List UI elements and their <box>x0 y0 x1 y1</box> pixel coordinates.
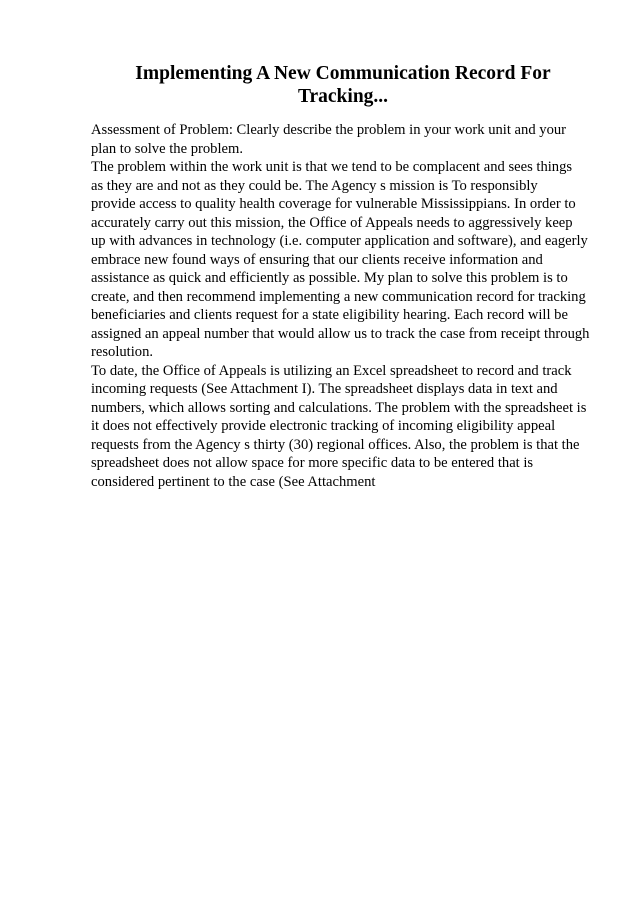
body-line: considered pertinent to the case (See Attachment <box>91 473 376 490</box>
body-line: as they are and not as they could be. The Agency s mission is To responsibly <box>91 177 538 194</box>
body-line: requests from the Agency s thirty (30) regional offices. Also, the problem is that the <box>91 436 580 453</box>
body-line: assigned an appeal number that would allow us to track the case from receipt through <box>91 325 590 342</box>
body-line: provide access to quality health coverage for vulnerable Mississippians. In order to <box>91 196 576 212</box>
body-line: up with advances in technology (i.e. computer application and software), and eagerly <box>91 233 588 249</box>
body-line: create, and then recommend implementing a new communication record for tracking <box>91 288 586 305</box>
body-line: Assessment of Problem: Clearly describe the problem in your work unit and your <box>91 122 567 138</box>
body-line: incoming requests (See Attachment I). The spreadsheet displays data in text and <box>91 381 558 397</box>
body-line: embrace new found ways of ensuring that our clients receive information and <box>91 251 543 268</box>
body-line: assistance as quick and efficiently as possible. My plan to solve this problem is to <box>91 270 568 286</box>
document-title <box>60 62 626 108</box>
body-line: resolution. <box>91 344 154 360</box>
title-line-1: Implementing A New Communication Record For <box>135 63 551 84</box>
body-line: To date, the Office of Appeals is utilizing an Excel spreadsheet to record and track <box>91 362 572 379</box>
body-line: beneficiaries and clients request for a state eligibility hearing. Each record will be <box>91 307 568 323</box>
body-line: The problem within the work unit is that we tend to be complacent and sees things <box>91 159 573 175</box>
body-line: it does not effectively provide electronic tracking of incoming eligibility appeal <box>91 418 556 434</box>
body-line: spreadsheet does not allow space for more specific data to be entered that is <box>91 455 534 471</box>
document-body <box>91 121 601 491</box>
body-line: plan to solve the problem. <box>91 140 243 157</box>
body-line: numbers, which allows sorting and calculations. The problem with the spreadsheet is <box>91 399 587 416</box>
body-line: accurately carry out this mission, the Office of Appeals needs to aggressively keep <box>91 214 573 231</box>
title-line-2: Tracking... <box>297 86 389 107</box>
